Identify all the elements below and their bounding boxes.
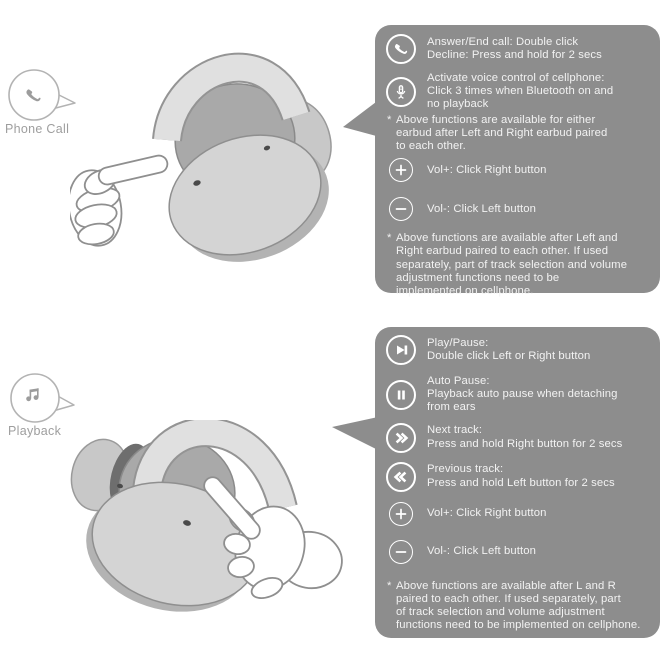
footnote-text: Above functions are available after Left and Right earbud paired to each other. If used separately, part of track selection and volume adjustment functions need to be implemented on cellphone. (396, 232, 628, 298)
next-track-icon (386, 423, 416, 453)
footnote (387, 114, 652, 154)
asterisk: * (387, 232, 392, 245)
instruction-row (386, 197, 652, 221)
instruction-row (386, 34, 652, 64)
instruction-row (386, 72, 652, 112)
instruction-row (386, 502, 652, 526)
instruction-text: Previous track: Press and hold Left button for 2 secs (427, 463, 615, 489)
minus-icon (389, 540, 413, 564)
instruction-text: Next track: Press and hold Right button for 2 secs (427, 424, 623, 450)
instruction-text: Activate voice control of cellphone: Click 3 times when Bluetooth on and no playback (427, 72, 614, 111)
phone-call-label: Phone Call (5, 122, 70, 136)
speech-pointer (331, 415, 378, 453)
instruction-row (386, 462, 652, 492)
plus-icon (389, 502, 413, 526)
playback-panel (375, 327, 660, 638)
instruction-text: Vol+: Click Right button (427, 507, 547, 519)
previous-track-icon (386, 462, 416, 492)
microphone-icon (386, 77, 416, 107)
footnote (387, 580, 652, 633)
instruction-row (386, 540, 652, 564)
speech-bubble (10, 368, 88, 428)
instruction-text: Vol-: Click Left button (427, 545, 537, 557)
footnote-text: Above functions are available for either earbud after Left and Right earbud paired to each other. (396, 113, 608, 153)
instruction-text: Vol+: Click Right button (427, 163, 547, 176)
minus-icon (389, 197, 413, 221)
playback-illustration (55, 420, 380, 646)
instruction-text: Answer/End call: Double click Decline: Press and hold for 2 secs (427, 35, 602, 61)
phone-call-panel (375, 25, 660, 298)
asterisk: * (387, 579, 392, 592)
pointing-hand (70, 154, 169, 250)
instruction-row (386, 423, 652, 453)
speech-pointer (340, 96, 380, 140)
instruction-row (386, 335, 652, 365)
instruction-text: Auto Pause: Playback auto pause when detaching from ears (427, 375, 618, 414)
asterisk: * (387, 113, 392, 126)
pause-icon (386, 380, 416, 410)
instruction-row (386, 375, 652, 415)
playback-label: Playback (8, 424, 62, 438)
playback-label-bubble (8, 368, 88, 438)
footnote-text: Above functions are available after L and R paired to each other. If used separately, part of track selection and volume adjustment functions need to be implemented on cellphone. (396, 579, 641, 632)
instruction-row (386, 158, 652, 182)
phone-icon (386, 34, 416, 64)
instruction-text: Vol-: Click Left button (427, 202, 537, 215)
play-pause-icon (386, 335, 416, 365)
footnote (387, 232, 652, 298)
plus-icon (389, 158, 413, 182)
instruction-text: Play/Pause: Double click Left or Right button (427, 336, 591, 362)
phone-call-illustration (70, 18, 370, 283)
